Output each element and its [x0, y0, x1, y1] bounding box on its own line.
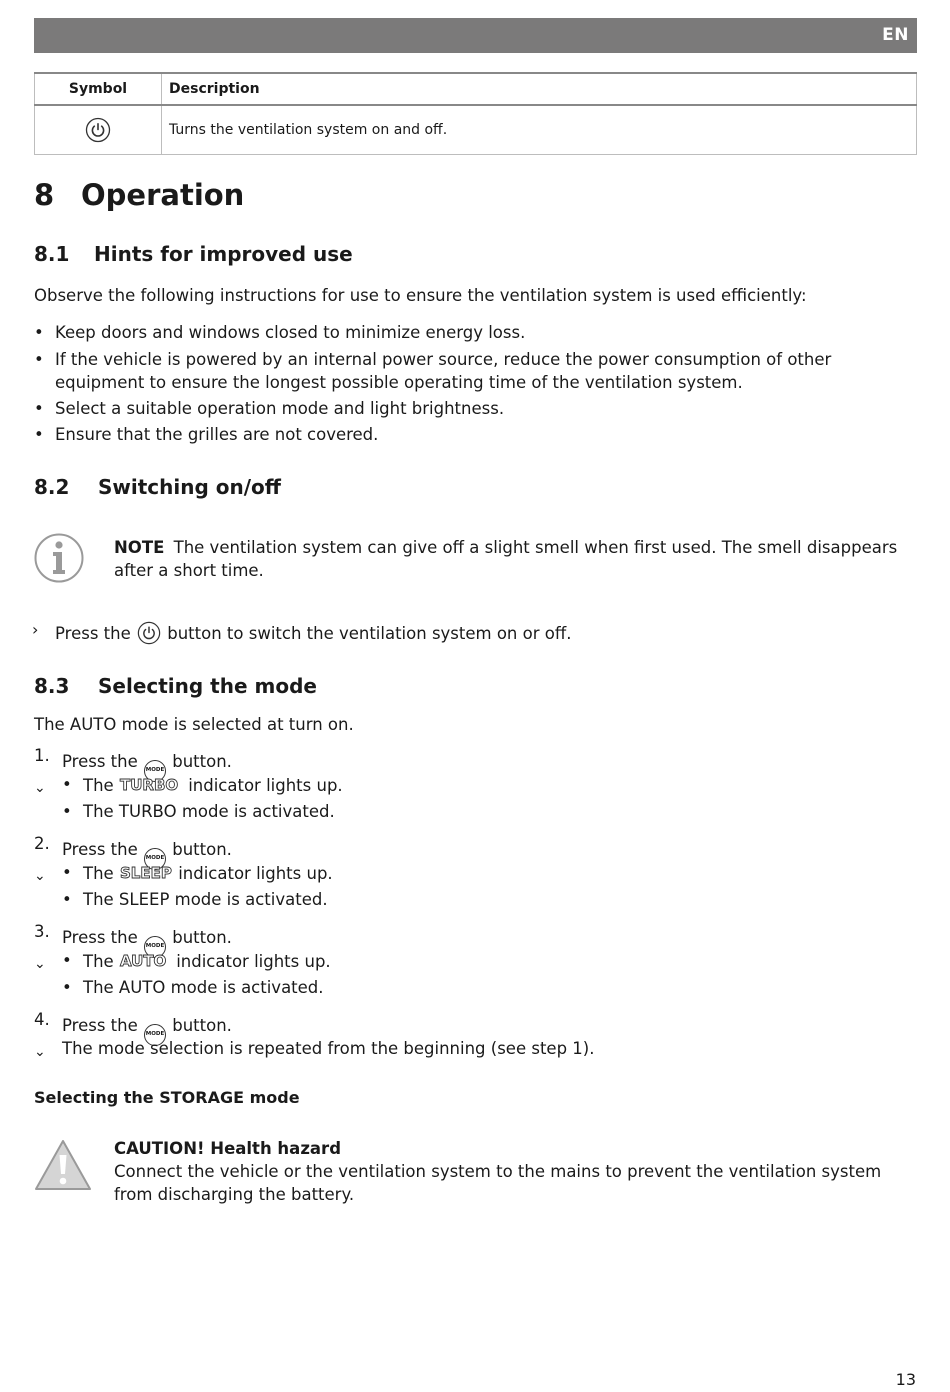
caution-text: Connect the vehicle or the ventilation system to the mains to prevent the ventilation system from discharging the battery. [114, 1162, 882, 1204]
svg-text:TURBO: TURBO [119, 776, 179, 793]
page-number: 13 [895, 1370, 916, 1389]
note-label: NOTE [114, 538, 165, 557]
warning-icon [33, 1138, 93, 1192]
action-marker: › [32, 620, 39, 639]
caution-title: CAUTION! Health hazard [114, 1139, 342, 1158]
svg-text:AUTO: AUTO [119, 952, 167, 969]
symbol-description: Turns the ventilation system on and off. [162, 105, 917, 155]
header-bar [34, 18, 917, 53]
symbol-table [34, 72, 917, 155]
step-result: The mode selection is repeated from the beginning (see step 1). [62, 1039, 595, 1058]
step-instruction: Press the MODE button. [62, 1016, 232, 1046]
list-item: • The AUTO mode is activated. [62, 978, 324, 997]
note-text: The ventilation system can give off a slight smell when first used. The smell disappears after a short time. [114, 538, 898, 580]
step-number: 4. [34, 1010, 50, 1029]
mode-button-icon: MODE [144, 1024, 166, 1046]
info-icon [34, 532, 84, 584]
list-item: • The TURBO indicator lights up. [62, 775, 343, 795]
list-item: • The SLEEP mode is activated. [62, 890, 328, 909]
step-instruction: Press the MODE button. [62, 840, 232, 870]
step-instruction: Press the MODE button. [62, 752, 232, 782]
result-marker: ⌄ [34, 868, 46, 884]
mode-intro: The AUTO mode is selected at turn on. [34, 715, 354, 734]
mode-button-icon: MODE [144, 848, 166, 870]
result-marker: ⌄ [34, 1044, 46, 1060]
step-number: 2. [34, 834, 50, 853]
section-heading-8-3: 8.3 Selecting the mode [34, 674, 317, 698]
section-heading-8-2: 8.2 Switching on/off [34, 475, 281, 499]
column-header-symbol: Symbol [35, 73, 162, 105]
list-item: • If the vehicle is powered by an internal power source, reduce the power consumption of other equipment to ensure the longest possible operating time of the ventilation system. [34, 348, 894, 394]
list-item: • Select a suitable operation mode and light brightness. [34, 397, 894, 420]
section-heading-8: 8 Operation [34, 178, 245, 212]
step-number: 3. [34, 922, 50, 941]
caution-block [114, 1137, 894, 1206]
auto-indicator-icon [119, 951, 171, 969]
step-instruction: Press the MODE button. [62, 928, 232, 958]
list-item: • The AUTO indicator lights up. [62, 951, 331, 971]
step-number: 1. [34, 746, 50, 765]
hints-intro: Observe the following instructions for use to ensure the ventilation system is used efficiently: [34, 286, 807, 305]
power-icon [137, 621, 161, 645]
power-icon [85, 117, 111, 143]
list-item: • Keep doors and windows closed to minimize energy loss. [34, 321, 894, 344]
list-item: • The TURBO mode is activated. [62, 802, 335, 821]
table-header-row [35, 73, 917, 105]
list-item: • The SLEEP indicator lights up. [62, 863, 333, 883]
svg-text:SLEEP: SLEEP [119, 864, 172, 881]
sleep-indicator-icon [119, 863, 173, 881]
storage-heading: Selecting the STORAGE mode [34, 1088, 300, 1107]
turbo-indicator-icon [119, 775, 183, 793]
table-row [35, 105, 917, 155]
result-marker: ⌄ [34, 956, 46, 972]
note-block [114, 536, 914, 582]
mode-button-icon: MODE [144, 936, 166, 958]
section-heading-8-1: 8.1 Hints for improved use [34, 242, 353, 266]
result-marker: ⌄ [34, 780, 46, 796]
power-instruction: Press the button to switch the ventilation system on or off. [55, 621, 571, 645]
language-label: EN [882, 25, 909, 45]
list-item: • Ensure that the grilles are not covered. [34, 423, 894, 446]
mode-button-icon: MODE [144, 760, 166, 782]
column-header-description: Description [162, 73, 917, 105]
